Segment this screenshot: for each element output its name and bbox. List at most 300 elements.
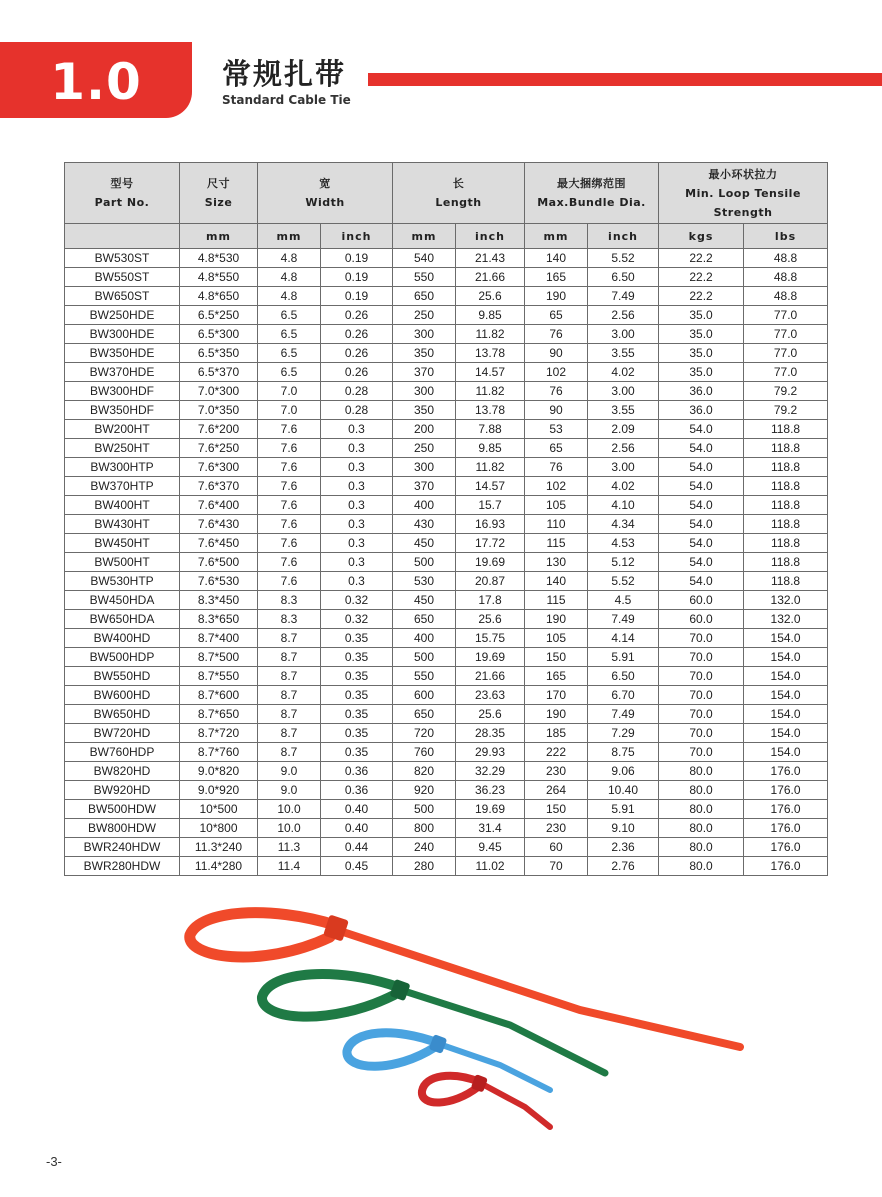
- part-number-cell: BW300HDE: [65, 325, 180, 344]
- table-cell: 7.49: [588, 705, 659, 724]
- table-row: [65, 325, 828, 344]
- table-cell: 264: [525, 781, 588, 800]
- table-cell: 21.66: [456, 268, 525, 287]
- header-loop-tensile: 最小环状拉力 Min. Loop Tensile Strength: [659, 163, 828, 224]
- table-cell: 105: [525, 629, 588, 648]
- table-cell: 76: [525, 382, 588, 401]
- table-cell: 7.6: [258, 534, 321, 553]
- table-cell: 300: [393, 382, 456, 401]
- table-cell: 600: [393, 686, 456, 705]
- table-cell: 7.6: [258, 439, 321, 458]
- table-cell: 5.91: [588, 800, 659, 819]
- table-cell: 3.55: [588, 344, 659, 363]
- table-cell: 23.63: [456, 686, 525, 705]
- unit-cell: kgs: [659, 224, 744, 249]
- table-cell: 0.32: [321, 591, 393, 610]
- table-cell: 4.14: [588, 629, 659, 648]
- table-cell: 0.36: [321, 781, 393, 800]
- table-cell: 19.69: [456, 553, 525, 572]
- table-cell: 2.56: [588, 306, 659, 325]
- table-cell: 4.8: [258, 249, 321, 268]
- table-cell: 7.6: [258, 420, 321, 439]
- table-cell: 4.8*530: [180, 249, 258, 268]
- table-row: [65, 553, 828, 572]
- part-number-cell: BW300HTP: [65, 458, 180, 477]
- table-cell: 9.0*920: [180, 781, 258, 800]
- table-cell: 54.0: [659, 420, 744, 439]
- table-cell: 7.0*300: [180, 382, 258, 401]
- table-cell: 4.02: [588, 363, 659, 382]
- table-row: [65, 572, 828, 591]
- table-cell: 154.0: [744, 648, 828, 667]
- part-number-cell: BW550ST: [65, 268, 180, 287]
- table-row: [65, 591, 828, 610]
- table-cell: 6.70: [588, 686, 659, 705]
- table-cell: 0.35: [321, 686, 393, 705]
- unit-cell: mm: [525, 224, 588, 249]
- table-cell: 102: [525, 363, 588, 382]
- table-cell: 77.0: [744, 306, 828, 325]
- part-number-cell: BW370HTP: [65, 477, 180, 496]
- table-cell: 53: [525, 420, 588, 439]
- part-number-cell: BW530ST: [65, 249, 180, 268]
- table-cell: 9.0*820: [180, 762, 258, 781]
- table-cell: 20.87: [456, 572, 525, 591]
- part-number-cell: BW400HD: [65, 629, 180, 648]
- table-cell: 0.3: [321, 420, 393, 439]
- table-cell: 0.3: [321, 534, 393, 553]
- header-length: 长 Length: [393, 163, 525, 224]
- table-cell: 7.88: [456, 420, 525, 439]
- table-cell: 80.0: [659, 762, 744, 781]
- table-cell: 6.50: [588, 268, 659, 287]
- table-cell: 21.43: [456, 249, 525, 268]
- table-cell: 90: [525, 401, 588, 420]
- table-cell: 300: [393, 325, 456, 344]
- part-number-cell: BW250HDE: [65, 306, 180, 325]
- table-cell: 7.0*350: [180, 401, 258, 420]
- table-cell: 150: [525, 648, 588, 667]
- table-cell: 400: [393, 496, 456, 515]
- part-number-cell: BW430HT: [65, 515, 180, 534]
- part-number-cell: BW500HDW: [65, 800, 180, 819]
- table-cell: 3.00: [588, 325, 659, 344]
- table-cell: 450: [393, 591, 456, 610]
- table-cell: 8.7*650: [180, 705, 258, 724]
- table-cell: 17.72: [456, 534, 525, 553]
- table-cell: 6.5: [258, 344, 321, 363]
- table-cell: 7.0: [258, 401, 321, 420]
- table-cell: 8.3*650: [180, 610, 258, 629]
- green-cable-tie: [262, 974, 605, 1073]
- table-cell: 0.26: [321, 344, 393, 363]
- table-cell: 550: [393, 268, 456, 287]
- table-cell: 165: [525, 268, 588, 287]
- table-cell: 6.5: [258, 325, 321, 344]
- table-cell: 650: [393, 610, 456, 629]
- table-cell: 450: [393, 534, 456, 553]
- table-cell: 540: [393, 249, 456, 268]
- table-cell: 0.28: [321, 382, 393, 401]
- table-cell: 8.7*500: [180, 648, 258, 667]
- table-cell: 60: [525, 838, 588, 857]
- table-cell: 185: [525, 724, 588, 743]
- table-row: [65, 287, 828, 306]
- table-cell: 118.8: [744, 572, 828, 591]
- table-cell: 77.0: [744, 325, 828, 344]
- table-cell: 0.3: [321, 496, 393, 515]
- table-row: [65, 515, 828, 534]
- table-cell: 79.2: [744, 382, 828, 401]
- table-cell: 6.5*300: [180, 325, 258, 344]
- table-cell: 154.0: [744, 686, 828, 705]
- unit-cell: mm: [258, 224, 321, 249]
- table-row: [65, 610, 828, 629]
- table-cell: 10*800: [180, 819, 258, 838]
- spec-table: [64, 162, 828, 876]
- table-cell: 500: [393, 553, 456, 572]
- table-cell: 0.19: [321, 249, 393, 268]
- table-row: [65, 420, 828, 439]
- unit-cell: inch: [588, 224, 659, 249]
- table-cell: 0.36: [321, 762, 393, 781]
- table-cell: 77.0: [744, 344, 828, 363]
- part-number-cell: BW500HT: [65, 553, 180, 572]
- table-cell: 8.7: [258, 705, 321, 724]
- section-title-cn: 常规扎带: [222, 57, 347, 91]
- table-cell: 102: [525, 477, 588, 496]
- table-cell: 8.7*600: [180, 686, 258, 705]
- table-cell: 176.0: [744, 857, 828, 876]
- table-cell: 8.7*400: [180, 629, 258, 648]
- table-row: [65, 762, 828, 781]
- table-cell: 35.0: [659, 363, 744, 382]
- part-number-cell: BW370HDE: [65, 363, 180, 382]
- part-number-cell: BW450HDA: [65, 591, 180, 610]
- part-number-cell: BW650ST: [65, 287, 180, 306]
- table-cell: 8.7*760: [180, 743, 258, 762]
- table-cell: 8.7: [258, 743, 321, 762]
- table-cell: 9.45: [456, 838, 525, 857]
- table-cell: 54.0: [659, 572, 744, 591]
- table-cell: 76: [525, 458, 588, 477]
- table-cell: 11.4*280: [180, 857, 258, 876]
- table-cell: 70.0: [659, 705, 744, 724]
- table-cell: 36.0: [659, 382, 744, 401]
- table-cell: 230: [525, 762, 588, 781]
- table-cell: 4.10: [588, 496, 659, 515]
- table-cell: 650: [393, 705, 456, 724]
- table-cell: 0.32: [321, 610, 393, 629]
- table-cell: 176.0: [744, 819, 828, 838]
- table-row: [65, 401, 828, 420]
- table-row: [65, 363, 828, 382]
- table-cell: 7.6*370: [180, 477, 258, 496]
- table-cell: 5.52: [588, 249, 659, 268]
- table-cell: 0.3: [321, 439, 393, 458]
- table-cell: 7.0: [258, 382, 321, 401]
- table-cell: 11.3*240: [180, 838, 258, 857]
- table-row: [65, 819, 828, 838]
- table-cell: 115: [525, 534, 588, 553]
- table-cell: 54.0: [659, 477, 744, 496]
- table-cell: 0.40: [321, 819, 393, 838]
- table-cell: 6.50: [588, 667, 659, 686]
- table-cell: 7.29: [588, 724, 659, 743]
- table-row: [65, 629, 828, 648]
- table-cell: 0.35: [321, 743, 393, 762]
- table-cell: 118.8: [744, 496, 828, 515]
- table-cell: 70.0: [659, 724, 744, 743]
- part-number-cell: BW600HD: [65, 686, 180, 705]
- table-cell: 77.0: [744, 363, 828, 382]
- table-cell: 7.6*430: [180, 515, 258, 534]
- table-cell: 150: [525, 800, 588, 819]
- table-cell: 13.78: [456, 344, 525, 363]
- header-part-no: 型号 Part No.: [65, 163, 180, 224]
- table-row: [65, 724, 828, 743]
- table-cell: 25.6: [456, 705, 525, 724]
- table-cell: 4.53: [588, 534, 659, 553]
- table-cell: 14.57: [456, 363, 525, 382]
- table-cell: 36.23: [456, 781, 525, 800]
- part-number-cell: BW300HDF: [65, 382, 180, 401]
- part-number-cell: BW400HT: [65, 496, 180, 515]
- table-cell: 7.6: [258, 553, 321, 572]
- table-cell: 176.0: [744, 762, 828, 781]
- table-cell: 7.6: [258, 515, 321, 534]
- table-cell: 60.0: [659, 591, 744, 610]
- table-cell: 118.8: [744, 553, 828, 572]
- part-number-cell: BW650HD: [65, 705, 180, 724]
- table-cell: 820: [393, 762, 456, 781]
- table-cell: 7.6*500: [180, 553, 258, 572]
- table-cell: 17.8: [456, 591, 525, 610]
- table-cell: 176.0: [744, 800, 828, 819]
- table-cell: 920: [393, 781, 456, 800]
- table-cell: 8.3*450: [180, 591, 258, 610]
- table-cell: 4.8: [258, 268, 321, 287]
- table-cell: 5.12: [588, 553, 659, 572]
- table-cell: 70.0: [659, 686, 744, 705]
- table-cell: 19.69: [456, 648, 525, 667]
- header-width: 宽 Width: [258, 163, 393, 224]
- table-cell: 0.19: [321, 287, 393, 306]
- table-cell: 54.0: [659, 458, 744, 477]
- table-cell: 8.3: [258, 591, 321, 610]
- table-cell: 200: [393, 420, 456, 439]
- part-number-cell: BWR280HDW: [65, 857, 180, 876]
- table-cell: 4.8: [258, 287, 321, 306]
- part-number-cell: BW720HD: [65, 724, 180, 743]
- table-cell: 230: [525, 819, 588, 838]
- table-cell: 154.0: [744, 667, 828, 686]
- part-number-cell: BWR240HDW: [65, 838, 180, 857]
- table-cell: 8.7: [258, 629, 321, 648]
- table-row: [65, 344, 828, 363]
- table-row: [65, 382, 828, 401]
- part-number-cell: BW250HT: [65, 439, 180, 458]
- table-cell: 70.0: [659, 743, 744, 762]
- section-title-en: Standard Cable Tie: [222, 93, 351, 107]
- table-cell: 0.3: [321, 477, 393, 496]
- table-cell: 25.6: [456, 610, 525, 629]
- unit-cell: lbs: [744, 224, 828, 249]
- table-cell: 154.0: [744, 705, 828, 724]
- table-cell: 280: [393, 857, 456, 876]
- part-number-cell: BW350HDF: [65, 401, 180, 420]
- table-cell: 370: [393, 477, 456, 496]
- table-cell: 140: [525, 572, 588, 591]
- table-cell: 25.6: [456, 287, 525, 306]
- table-cell: 6.5: [258, 306, 321, 325]
- part-number-cell: BW820HD: [65, 762, 180, 781]
- table-cell: 80.0: [659, 800, 744, 819]
- table-cell: 250: [393, 439, 456, 458]
- table-cell: 48.8: [744, 249, 828, 268]
- table-cell: 11.02: [456, 857, 525, 876]
- table-cell: 65: [525, 439, 588, 458]
- table-cell: 0.28: [321, 401, 393, 420]
- table-cell: 11.82: [456, 325, 525, 344]
- table-cell: 70.0: [659, 629, 744, 648]
- table-row: [65, 743, 828, 762]
- table-cell: 176.0: [744, 781, 828, 800]
- table-row: [65, 705, 828, 724]
- table-cell: 350: [393, 344, 456, 363]
- table-cell: 132.0: [744, 591, 828, 610]
- table-cell: 8.75: [588, 743, 659, 762]
- table-cell: 190: [525, 287, 588, 306]
- table-cell: 370: [393, 363, 456, 382]
- table-cell: 54.0: [659, 515, 744, 534]
- table-cell: 14.57: [456, 477, 525, 496]
- table-cell: 8.7*550: [180, 667, 258, 686]
- table-cell: 118.8: [744, 477, 828, 496]
- table-cell: 54.0: [659, 439, 744, 458]
- table-cell: 0.40: [321, 800, 393, 819]
- table-cell: 80.0: [659, 857, 744, 876]
- part-number-cell: BW530HTP: [65, 572, 180, 591]
- table-cell: 250: [393, 306, 456, 325]
- table-cell: 3.00: [588, 382, 659, 401]
- table-cell: 118.8: [744, 458, 828, 477]
- table-cell: 6.5*370: [180, 363, 258, 382]
- table-cell: 0.45: [321, 857, 393, 876]
- table-cell: 7.49: [588, 610, 659, 629]
- unit-cell: mm: [180, 224, 258, 249]
- table-cell: 7.6*400: [180, 496, 258, 515]
- table-cell: 7.49: [588, 287, 659, 306]
- table-cell: 118.8: [744, 515, 828, 534]
- table-cell: 170: [525, 686, 588, 705]
- table-cell: 35.0: [659, 306, 744, 325]
- table-cell: 4.8*650: [180, 287, 258, 306]
- table-cell: 165: [525, 667, 588, 686]
- header-size: 尺寸 Size: [180, 163, 258, 224]
- table-cell: 7.6*300: [180, 458, 258, 477]
- table-cell: 9.85: [456, 439, 525, 458]
- table-cell: 80.0: [659, 781, 744, 800]
- table-cell: 13.78: [456, 401, 525, 420]
- table-row: [65, 838, 828, 857]
- table-row: [65, 458, 828, 477]
- table-cell: 2.56: [588, 439, 659, 458]
- table-cell: 0.3: [321, 553, 393, 572]
- unit-cell: inch: [321, 224, 393, 249]
- cable-ties-image: [180, 895, 760, 1145]
- table-cell: 400: [393, 629, 456, 648]
- table-cell: 530: [393, 572, 456, 591]
- table-cell: 76: [525, 325, 588, 344]
- table-cell: 4.8*550: [180, 268, 258, 287]
- table-cell: 7.6*200: [180, 420, 258, 439]
- table-cell: 0.3: [321, 515, 393, 534]
- part-number-cell: BW550HD: [65, 667, 180, 686]
- table-cell: 22.2: [659, 287, 744, 306]
- table-cell: 4.34: [588, 515, 659, 534]
- part-number-cell: BW450HT: [65, 534, 180, 553]
- table-cell: 190: [525, 610, 588, 629]
- table-cell: 3.00: [588, 458, 659, 477]
- table-cell: 5.91: [588, 648, 659, 667]
- table-cell: 54.0: [659, 534, 744, 553]
- unit-cell: mm: [393, 224, 456, 249]
- table-cell: 222: [525, 743, 588, 762]
- table-cell: 8.7*720: [180, 724, 258, 743]
- table-cell: 29.93: [456, 743, 525, 762]
- table-cell: 110: [525, 515, 588, 534]
- header-part-no-continued: [65, 224, 180, 249]
- table-cell: 3.55: [588, 401, 659, 420]
- table-cell: 19.69: [456, 800, 525, 819]
- part-number-cell: BW760HDP: [65, 743, 180, 762]
- part-number-cell: BW650HDA: [65, 610, 180, 629]
- table-cell: 0.44: [321, 838, 393, 857]
- table-row: [65, 477, 828, 496]
- table-cell: 118.8: [744, 439, 828, 458]
- header-bundle-dia: 最大捆绑范围 Max.Bundle Dia.: [525, 163, 659, 224]
- table-cell: 154.0: [744, 629, 828, 648]
- table-cell: 16.93: [456, 515, 525, 534]
- table-cell: 10.40: [588, 781, 659, 800]
- table-cell: 28.35: [456, 724, 525, 743]
- table-cell: 2.09: [588, 420, 659, 439]
- section-number: 1.0: [50, 53, 142, 111]
- table-cell: 115: [525, 591, 588, 610]
- table-row: [65, 686, 828, 705]
- part-number-cell: BW920HD: [65, 781, 180, 800]
- table-cell: 7.6: [258, 572, 321, 591]
- table-cell: 9.06: [588, 762, 659, 781]
- part-number-cell: BW200HT: [65, 420, 180, 439]
- table-cell: 0.3: [321, 458, 393, 477]
- table-row: [65, 439, 828, 458]
- table-cell: 7.6*250: [180, 439, 258, 458]
- table-cell: 60.0: [659, 610, 744, 629]
- table-cell: 8.3: [258, 610, 321, 629]
- table-row: [65, 648, 828, 667]
- table-cell: 8.7: [258, 667, 321, 686]
- table-cell: 500: [393, 800, 456, 819]
- table-cell: 22.2: [659, 268, 744, 287]
- table-cell: 6.5*350: [180, 344, 258, 363]
- table-cell: 48.8: [744, 287, 828, 306]
- table-cell: 130: [525, 553, 588, 572]
- table-cell: 118.8: [744, 534, 828, 553]
- table-cell: 15.75: [456, 629, 525, 648]
- table-cell: 70: [525, 857, 588, 876]
